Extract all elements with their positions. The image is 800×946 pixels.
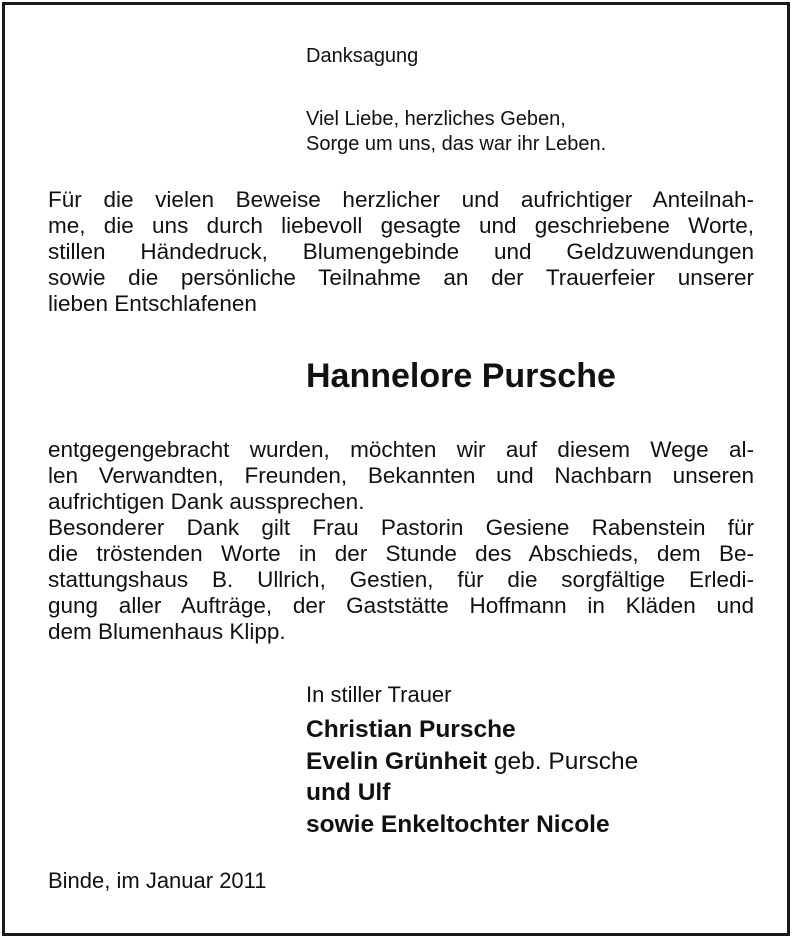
- signer-christian: Christian Pursche: [306, 716, 516, 743]
- text-line: stillen Händedruck, Blumengebinde und Geldzuwendungen: [48, 239, 754, 264]
- signer-evelin: [306, 746, 638, 778]
- body-paragraph: [48, 437, 754, 645]
- text-line: sowie die persönliche Teilnahme an der Trauerfeier unserer: [48, 265, 754, 290]
- text-line: dem Blumenhaus Klipp.: [48, 619, 286, 644]
- text-line: Besonderer Dank gilt Frau Pastorin Gesiene Rabenstein für: [48, 515, 754, 540]
- text-line: lieben Entschlafenen: [48, 291, 257, 316]
- mourning-line: In stiller Trauer: [306, 682, 452, 707]
- signer-evelin-suffix: geb. Pursche: [487, 747, 639, 775]
- signers: [306, 714, 638, 840]
- signer-nicole: sowie Enkeltochter Nicole: [306, 810, 610, 838]
- place-date: Binde, im Januar 2011: [48, 868, 267, 893]
- text-line: entgegengebracht wurden, möchten wir auf diesem Wege al-: [48, 437, 754, 462]
- signer-evelin-name: Evelin Grünheit: [306, 747, 488, 775]
- poem-line: Sorge um uns, das war ihr Leben.: [306, 133, 607, 155]
- deceased-name: Hannelore Pursche: [306, 357, 616, 395]
- text-line: aufrichtigen Dank aussprechen.: [48, 489, 365, 514]
- poem-line: Viel Liebe, herzliches Geben,: [306, 108, 566, 130]
- signer-ulf: und Ulf: [306, 779, 391, 806]
- text-line: die tröstenden Worte in der Stunde des Abschieds, dem Be-: [48, 541, 754, 566]
- text-line: Für die vielen Beweise herzlicher und aufrichtiger Anteilnah-: [48, 187, 754, 212]
- intro-paragraph: [48, 187, 754, 317]
- text-line: me, die uns durch liebevoll gesagte und geschriebene Worte,: [48, 213, 754, 238]
- text-line: len Verwandten, Freunden, Bekannten und Nachbarn unseren: [48, 463, 754, 488]
- notice-heading: Danksagung: [306, 45, 419, 67]
- text-line: gung aller Aufträge, der Gaststätte Hoffmann in Kläden und: [48, 593, 754, 618]
- text-line: stattungshaus B. Ullrich, Gestien, für die sorgfältige Erledi-: [48, 567, 754, 592]
- poem: [306, 107, 606, 157]
